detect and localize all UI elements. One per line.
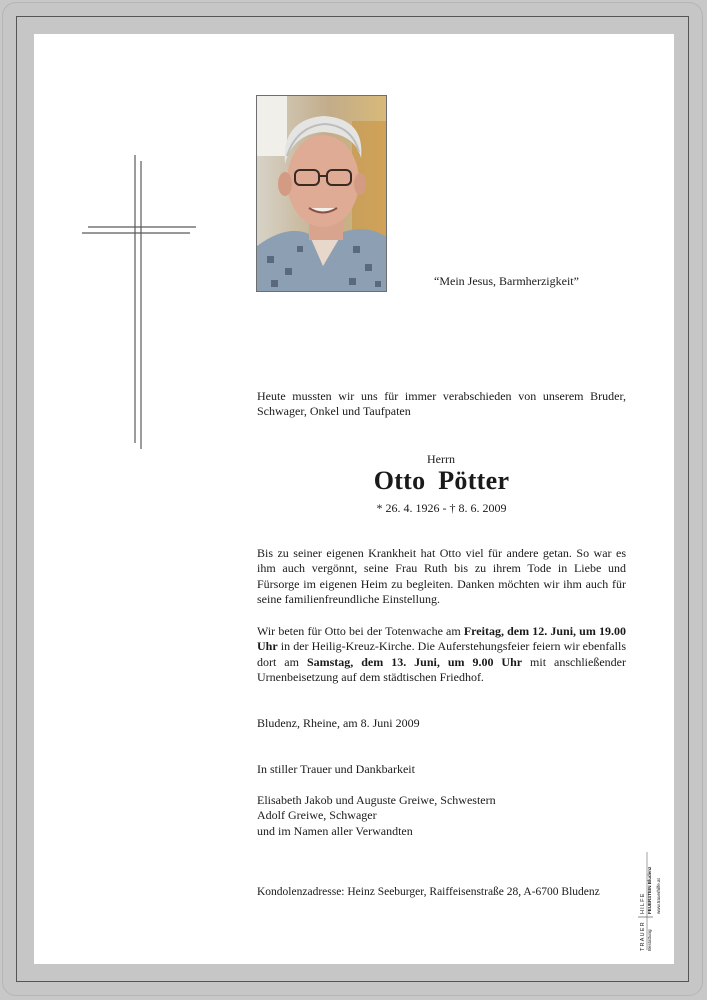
undertaker-logo (636, 850, 670, 952)
service-text-3: mit anschließender Urnenbeisetzung auf dem städtischen Friedhof. (257, 654, 626, 685)
funeral-date: Samstag, dem 13. Juni, um 9.00 Uhr (306, 654, 523, 669)
place-date: Bludenz, Rheine, am 8. Juni 2009 (257, 716, 420, 730)
logo-word-1: TRAUER (640, 921, 646, 951)
service-text-1: Wir beten für Otto bei der Totenwache am (257, 624, 464, 638)
mourner-line: Adolf Greiwe, Schwager (257, 808, 377, 823)
service-paragraph (257, 624, 626, 686)
service-text-2: in der Heilig-Kreuz-Kirche. Die Auferstehungsfeier feiern wir ebenfalls dort am (257, 639, 626, 669)
logo-sub-2: FEUERSTEIN Bludenz (647, 866, 652, 914)
quote: “Mein Jesus, Barmherzigkeit” (434, 274, 579, 288)
intro-text: Heute mussten wir uns für immer verabschieden von unserem Bruder, Schwager, Onkel und Taufpaten (257, 389, 626, 419)
cross-icon (80, 153, 200, 449)
salutation: Herrn (427, 452, 455, 466)
mourner-line: und im Namen aller Verwandten (257, 823, 413, 838)
tribute-paragraph: Bis zu seiner eigenen Krankheit hat Otto viel für andere getan. So war es ihm auch vergönnt, seine Frau Ruth bis zu ihrem Tode in Liebe und Fürsorge im eigenen Heim zu begleiten. Danken möchten wir ihm auch für seine familienfreundliche Einstellung. (257, 546, 626, 607)
deceased-name: Otto Pötter (373, 466, 510, 495)
logo-word-2: HILFE (640, 892, 646, 914)
portrait-image (257, 96, 387, 292)
vigil-date: Freitag, dem 12. Juni, um 19.00 Uhr (257, 624, 626, 654)
logo-url: www.trauerhilfe.at (656, 878, 661, 914)
portrait-photo (256, 95, 387, 292)
mourners-list (257, 793, 496, 839)
mourner-line: Elisabeth Jakob und Auguste Greiwe, Schwestern (257, 793, 496, 807)
condolence-address: Kondolenzadresse: Heinz Seeburger, Raiffeisenstraße 28, A-6700 Bludenz (257, 886, 600, 898)
life-dates: * 26. 4. 1926 - † 8. 6. 2009 (376, 501, 507, 515)
logo-sub-1: Bestattung (647, 929, 652, 951)
grief-line: In stiller Trauer und Dankbarkeit (257, 762, 415, 776)
